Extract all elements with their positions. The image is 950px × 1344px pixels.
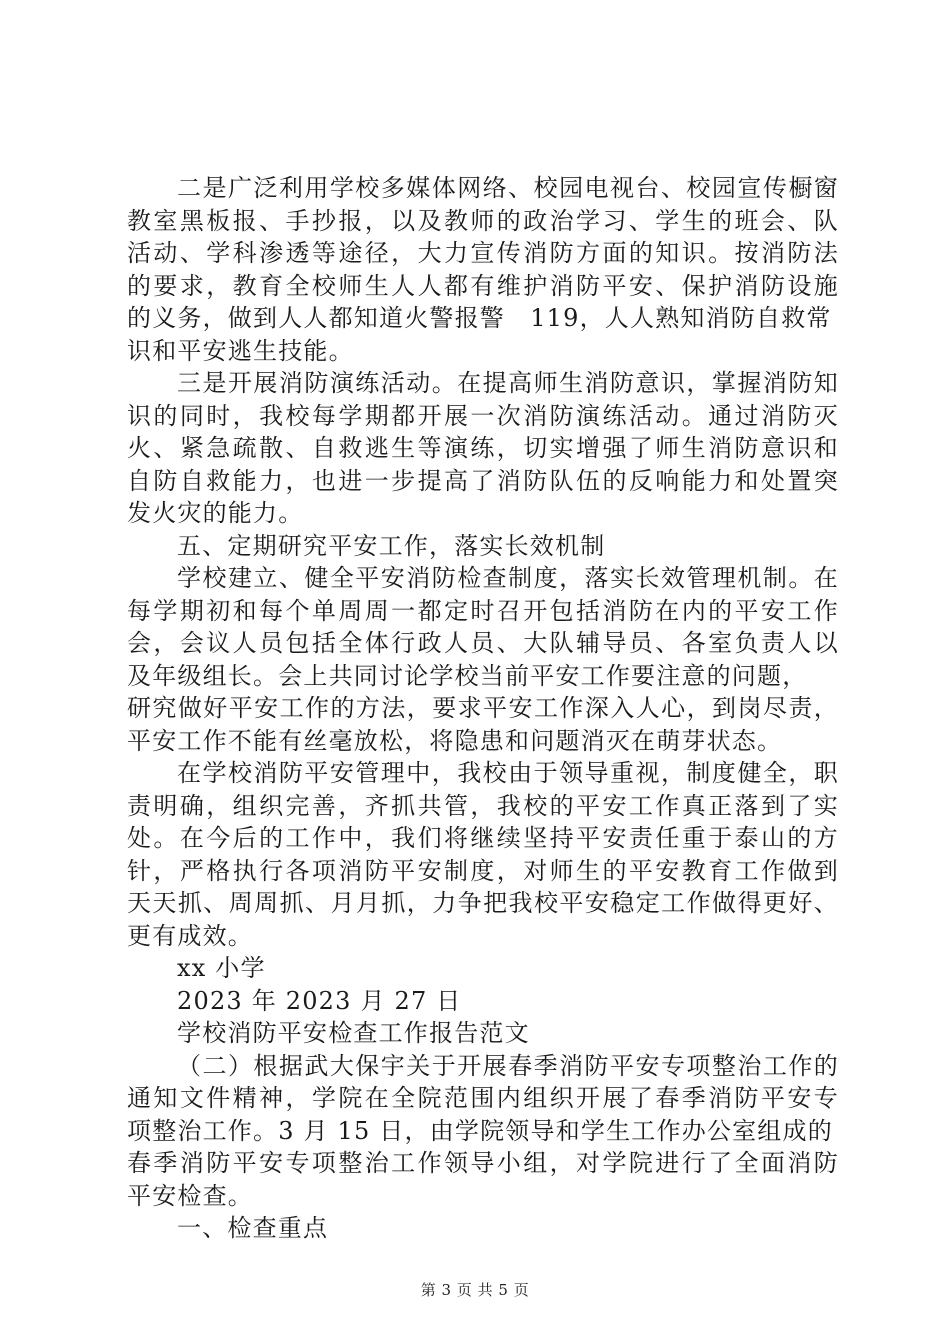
text-line: 针，严格执行各项消防平安制度，对师生的平安教育工作做到 — [127, 856, 839, 885]
text-line: 教室黑板报、手抄报，以及教师的政治学习、学生的班会、队 — [127, 206, 839, 235]
text-line: 每学期初和每个单周周一都定时召开包括消防在内的平安工作 — [127, 596, 839, 625]
text-line: 活动、学科渗透等途径，大力宣传消防方面的知识。按消防法 — [127, 239, 839, 267]
text-line: （二）根据武大保宇关于开展春季消防平安专项整治工作的 — [177, 1051, 839, 1080]
text-line: 二是广泛利用学校多媒体网络、校园电视台、校园宣传橱窗 — [177, 174, 839, 202]
text-line: 识的同时，我校每学期都开展一次消防演练活动。通过消防灭 — [127, 401, 839, 430]
text-line: 识和平安逃生技能。 — [127, 336, 354, 365]
text-line: 发火灾的能力。 — [127, 499, 304, 527]
text-line: 平安检查。 — [127, 1181, 253, 1210]
text-line: 责明确，组织完善，齐抓共管，我校的平安工作真正落到了实 — [127, 791, 839, 820]
signature-date: 2023 年 2023 月 27 日 — [177, 986, 462, 1015]
signature-school: xx 小学 — [177, 954, 266, 982]
text-line: 的要求，教育全校师生人人都有维护消防平安、保护消防设施 — [127, 271, 839, 300]
section-heading: 五、定期研究平安工作，落实长效机制 — [177, 531, 606, 560]
text-line: 会，会议人员包括全体行政人员、大队辅导员、各室负责人以 — [127, 629, 839, 657]
text-line: 春季消防平安专项整治工作领导小组，对学院进行了全面消防 — [127, 1149, 839, 1177]
text-line: 更有成效。 — [127, 921, 253, 950]
document-body — [127, 172, 839, 1245]
text-line: 在学校消防平安管理中，我校由于领导重视，制度健全，职 — [177, 759, 839, 787]
text-line: 学校建立、健全平安消防检查制度，落实长效管理机制。在 — [177, 564, 839, 592]
text-line: 及年级组长。会上共同讨论学校当前平安工作要注意的问题， — [127, 661, 808, 690]
page-number-footer: 第 3 页 共 5 页 — [420, 1281, 530, 1299]
text-line: 项整治工作。3 月 15 日，由学院领导和学生工作办公室组成的 — [127, 1116, 833, 1145]
text-line: 平安工作不能有丝毫放松，将隐患和问题消灭在萌芽状态。 — [127, 726, 783, 755]
text-line: 火、紧急疏散、自救逃生等演练，切实增强了师生消防意识和 — [127, 434, 839, 462]
text-line: 通知文件精神，学院在全院范围内组织开展了春季消防平安专 — [127, 1084, 839, 1112]
report-title: 学校消防平安检查工作报告范文 — [177, 1019, 530, 1047]
text-line: 自防自救能力，也进一步提高了消防队伍的反响能力和处置突 — [127, 466, 839, 495]
text-line: 研究做好平安工作的方法，要求平安工作深入人心，到岗尽责， — [127, 694, 839, 722]
section-heading: 一、检查重点 — [177, 1214, 329, 1242]
text-line: 的义务，做到人人都知道火警报警 119，人人熟知消防自救常 — [127, 304, 832, 332]
text-line: 三是开展消防演练活动。在提高师生消防意识，掌握消防知 — [177, 369, 839, 397]
text-line: 天天抓、周周抓、月月抓，力争把我校平安稳定工作做得更好、 — [127, 889, 839, 917]
text-line: 处。在今后的工作中，我们将继续坚持平安责任重于泰山的方 — [127, 824, 839, 852]
